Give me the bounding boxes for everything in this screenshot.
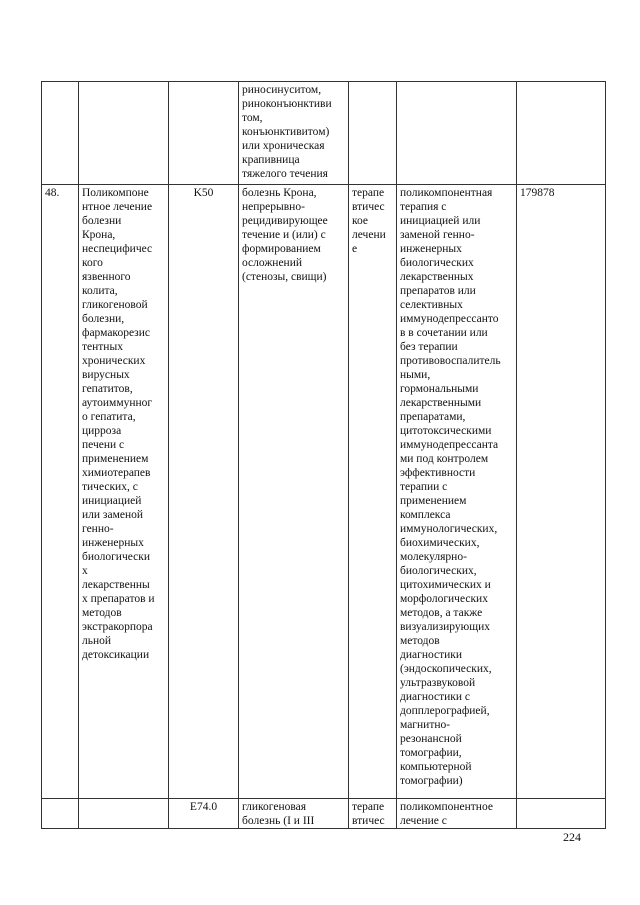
table-row — [42, 185, 606, 799]
treatment-method-cell: поликомпонентная терапия с инициацией или заменой генно- инженерных биологических лекарственных препаратов или селективных иммунодепрессанто в в сочетании или без терапии противовоспалитель ными, гормональными лекарственными препаратами, цитотоксическими иммунодепрессанта ми под контролем эффективности терапии с применением комплекса иммунологических, биохимических, молекулярно- биологических, цитохимических и морфологических методов, а также визуализирующих методов диагностики (эндоскопических, ультразвуковой диагностики с допплерографией, магнитно- резонансной томографии, компьютерной томографии) — [397, 185, 517, 799]
page-number: 224 — [563, 830, 581, 844]
medical-care-table — [41, 81, 606, 829]
icd-code-cell — [169, 82, 239, 185]
treatment-type-cell — [349, 82, 397, 185]
table-row — [42, 799, 606, 829]
treatment-method-cell — [397, 82, 517, 185]
treatment-type-cell: терапе втичес — [349, 799, 397, 829]
row-number-cell — [42, 799, 79, 829]
icd-code-cell: E74.0 — [169, 799, 239, 829]
care-type-name-cell — [79, 82, 169, 185]
cost-cell: 179878 — [517, 185, 606, 799]
icd-code-cell: K50 — [169, 185, 239, 799]
disease-model-cell: риносинуситом, риноконъюнктиви том, конъюнктивитом) или хроническая крапивница тяжелого течения — [239, 82, 349, 185]
treatment-type-cell: терапе втичес кое лечени е — [349, 185, 397, 799]
row-number-cell — [42, 82, 79, 185]
disease-model-cell: гликогеновая болезнь (I и III — [239, 799, 349, 829]
care-type-name-cell — [79, 799, 169, 829]
treatment-method-cell: поликомпонентное лечение с — [397, 799, 517, 829]
row-number-cell: 48. — [42, 185, 79, 799]
disease-model-cell: болезнь Крона, непрерывно- рецидивирующее течение и (или) с формированием осложнений (стенозы, свищи) — [239, 185, 349, 799]
table-row — [42, 82, 606, 185]
care-type-name-cell: Поликомпоне нтное лечение болезни Крона, неспецифичес кого язвенного колита, гликогеновой болезни, фармакорезис тентных хронических вирусных гепатитов, аутоиммунног о гепатита, цирроза печени с применением химиотерапев тических, с инициацией или заменой генно- инженерных биологически х лекарственны х препаратов и методов экстракорпора льной детоксикации — [79, 185, 169, 799]
cost-cell — [517, 799, 606, 829]
cost-cell — [517, 82, 606, 185]
